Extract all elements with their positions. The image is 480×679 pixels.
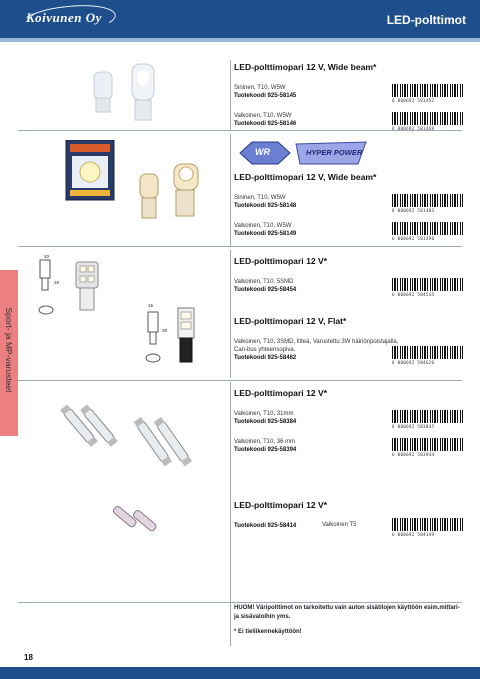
product-code: Tuotekoodi 925-58384 [234, 419, 297, 425]
product-desc: Sininen, T10, W5W [234, 195, 286, 201]
product-desc: Valkoinen, T10, 31mm [234, 411, 294, 417]
divider-v [230, 60, 231, 130]
bulb-flat-image [140, 303, 210, 366]
section-title: LED-polttimopari 12 V* [234, 500, 328, 510]
page-title: LED-polttimot [386, 13, 466, 27]
divider-v [230, 134, 231, 246]
product-desc: Valkoinen, T10, 3SMD, litteä, Varustettu 3W häiriönpoistajalla, [234, 339, 399, 345]
product-item [234, 112, 464, 140]
divider-h [18, 602, 462, 603]
barcode [392, 222, 464, 242]
page-header [0, 0, 480, 38]
barcode [392, 518, 464, 538]
product-desc: Valkoinen, T10, W5W [234, 223, 292, 229]
product-desc-2: Can-bus yhteensopiva. [234, 347, 296, 353]
barcode [392, 194, 464, 214]
dimension-label: 10 [44, 254, 50, 259]
product-item [234, 278, 464, 306]
ean-number: 6 000692 584620 [392, 360, 435, 365]
ean-number: 6 000692 581469 [392, 126, 435, 131]
product-section [234, 388, 464, 466]
section-title: LED-polttimopari 12 V, Flat* [234, 316, 347, 326]
notice-footnote: * Ei tieliikennekäyttöön! [234, 629, 302, 635]
divider-v [230, 382, 231, 604]
product-item [234, 522, 464, 550]
barcode [392, 410, 464, 430]
product-item [234, 194, 464, 222]
barcode [392, 346, 464, 366]
product-code: Tuotekoodi 925-58414 [234, 523, 297, 529]
section-title: LED-polttimopari 12 V, Wide beam* [234, 62, 377, 72]
barcode [392, 84, 464, 104]
divider-v [230, 250, 231, 378]
ean-number: 6 000692 583845 [392, 424, 435, 429]
divider-v [230, 604, 231, 646]
page-footer [0, 667, 480, 679]
product-desc: Valkoinen, T10, W5W [234, 113, 292, 119]
side-tab-label: Sport- ja MP-varusteet [4, 307, 14, 393]
badge-left-text: WR [255, 147, 270, 157]
section-title: LED-polttimopari 12 V, Wide beam* [234, 172, 377, 182]
product-section [234, 500, 464, 550]
product-code: Tuotekoodi 925-58394 [234, 447, 297, 453]
bulb-image [90, 60, 170, 126]
product-code: Tuotekoodi 925-58146 [234, 121, 297, 127]
product-section [234, 256, 464, 306]
bulb-5smd-image [30, 254, 110, 318]
bulb-package-image [62, 140, 212, 240]
product-code: Tuotekoodi 925-58454 [234, 287, 297, 293]
brand-logo: Koivunen Oy [26, 10, 102, 25]
ean-number: 6 000692 581490 [392, 236, 435, 241]
ean-number: 6 000692 583944 [392, 452, 435, 457]
product-code: Tuotekoodi 925-58145 [234, 93, 297, 99]
product-item [234, 438, 464, 466]
dimension-label: 15 [148, 303, 154, 308]
divider-h [18, 380, 462, 381]
ean-number: 6 000692 584149 [392, 532, 435, 537]
product-desc: Valkoinen T5 [322, 522, 357, 528]
dimension-label: 28 [162, 328, 168, 333]
product-item [234, 338, 464, 374]
barcode [392, 278, 464, 298]
product-desc: Valkoinen, T10, 36 mm [234, 439, 296, 445]
ean-number: 6 000692 581452 [392, 98, 435, 103]
product-item [234, 410, 464, 438]
ean-number: 6 000692 584545 [392, 292, 435, 297]
product-code: Tuotekoodi 925-58149 [234, 231, 297, 237]
product-code: Tuotekoodi 925-58462 [234, 355, 297, 361]
festoon-bulb-image [54, 392, 194, 472]
section-title: LED-polttimopari 12 V* [234, 256, 328, 266]
product-section [234, 62, 464, 140]
side-category-tab [0, 270, 18, 436]
notice-text: HUOM! Väripolttimot on tarkoitettu vain auton sisätilojen käyttöön esim.mittari- ja sisävaloihin yms. [234, 605, 460, 620]
hyper-power-badge [238, 140, 368, 166]
product-desc: Valkoinen, T10, 5SMD [234, 279, 294, 285]
product-item [234, 222, 464, 250]
ean-number: 6 000692 581483 [392, 208, 435, 213]
product-desc: Sininen, T10, W5W [234, 85, 286, 91]
header-stripe [0, 38, 480, 42]
section-title: LED-polttimopari 12 V* [234, 388, 328, 398]
page-number: 18 [24, 653, 33, 662]
product-section [234, 316, 464, 374]
barcode [392, 438, 464, 458]
product-code: Tuotekoodi 925-58148 [234, 203, 297, 209]
product-item [234, 84, 464, 112]
dimension-label: 28 [54, 280, 60, 285]
badge-right-text: HYPER POWER [306, 148, 363, 157]
t5-bulb-image [108, 494, 168, 544]
usage-notice [234, 604, 464, 643]
product-section [234, 172, 464, 250]
barcode [392, 112, 464, 132]
